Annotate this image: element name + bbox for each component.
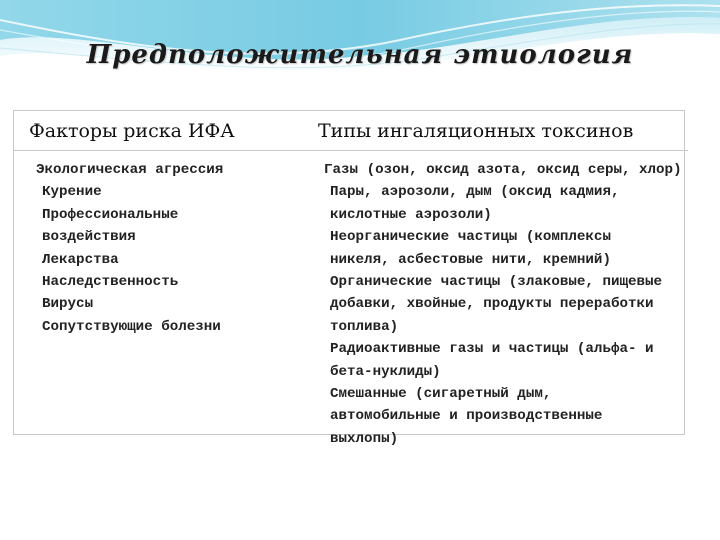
risk-factor-item: Экологическая агрессия	[36, 162, 224, 178]
toxin-type-line: добавки, хвойные, продукты переработки	[330, 296, 654, 313]
toxin-type-line: Пары, аэрозоли, дым (оксид кадмия,	[330, 184, 620, 201]
risk-factor-item: Лекарства	[42, 251, 119, 268]
risk-factors-column	[14, 151, 300, 450]
toxin-type-line: топлива)	[330, 318, 399, 335]
risk-factor-item: Наследственность	[42, 274, 179, 291]
risk-factor-item: Курение	[42, 184, 102, 201]
toxin-type-line: Радиоактивные газы и частицы (альфа- и	[330, 341, 654, 358]
toxin-type-line: никеля, асбестовые нити, кремний)	[330, 251, 611, 268]
toxin-type-line: Органические частицы (злаковые, пищевые	[330, 274, 663, 291]
toxin-type-line: кислотные аэрозоли)	[330, 206, 492, 223]
slide-title: Предположительная этиология	[86, 40, 634, 70]
header-risk-factors: Факторы риска ИФА	[14, 111, 300, 151]
risk-factor-item: Вирусы	[42, 296, 94, 313]
toxin-type-line: автомобильные и производственные	[330, 408, 603, 425]
risk-factor-item: воздействия	[42, 229, 136, 246]
toxin-type-line: Смешанные (сигаретный дым,	[330, 386, 552, 403]
toxin-type-line: выхлопы)	[330, 430, 399, 447]
header-toxin-types: Типы ингаляционных токсинов	[300, 111, 688, 151]
toxin-types-column	[300, 151, 688, 450]
toxin-type-line: Неорганические частицы (комплексы	[330, 229, 611, 246]
toxin-type-line: Газы (озон, оксид азота, оксид серы, хлор)	[324, 162, 682, 178]
risk-factor-item: Сопутствующие болезни	[42, 318, 221, 335]
etiology-table	[13, 110, 685, 447]
toxin-type-line: бета-нуклиды)	[330, 363, 441, 380]
risk-factor-item: Профессиональные	[42, 206, 179, 223]
